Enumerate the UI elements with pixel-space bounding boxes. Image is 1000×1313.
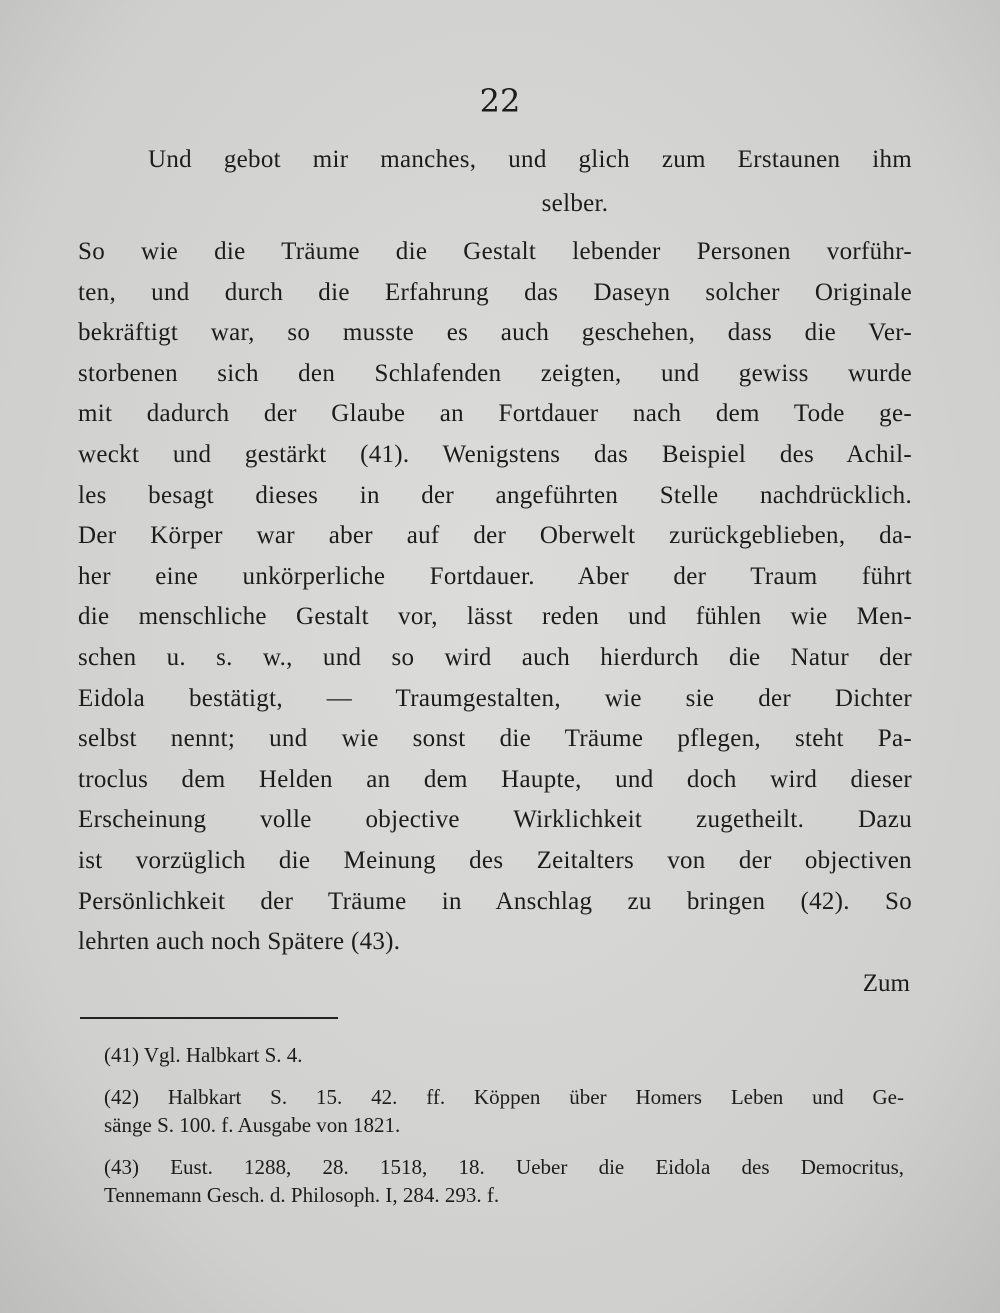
body-line: Erscheinung volle objective Wirklichkeit zugetheilt. Dazu <box>78 806 912 834</box>
body-line: schen u. s. w., und so wird auch hierdurch die Natur der <box>78 644 912 671</box>
body-line: bekräftigt war, so musste es auch geschehen, dass die Ver- <box>78 319 912 347</box>
verse-line: Und gebot mir manches, und glich zum Erstaunen ihm <box>148 146 912 173</box>
body-line: her eine unkörperliche Fortdauer. Aber der Traum führt <box>78 562 912 590</box>
body-line: selbst nennt; und wie sonst die Träume pflegen, steht Pa- <box>78 725 912 753</box>
body-line: Der Körper war aber auf der Oberwelt zurückgeblieben, da- <box>78 522 912 550</box>
catchword: Zum <box>862 970 910 997</box>
body-line: die menschliche Gestalt vor, lässt reden und fühlen wie Men- <box>78 603 912 631</box>
body-line: Persönlichkeit der Träume in Anschlag zu bringen (42). So <box>78 887 912 915</box>
body-line: mit dadurch der Glaube an Fortdauer nach dem Tode ge- <box>78 400 912 428</box>
body-line: So wie die Träume die Gestalt lebender Personen vorführ- <box>78 238 912 265</box>
body-line: weckt und gestärkt (41). Wenigstens das Beispiel des Achil- <box>78 441 912 468</box>
footnote: (41) Vgl. Halbkart S. 4. <box>104 1043 303 1067</box>
footnote-continuation: Tennemann Gesch. d. Philosoph. I, 284. 293. f. <box>104 1183 500 1207</box>
footnote-rule <box>80 1017 338 1019</box>
footnote: (43) Eust. 1288, 28. 1518, 18. Ueber die Eidola des Democritus, <box>104 1155 904 1179</box>
page-number: 22 <box>479 82 521 120</box>
body-line: les besagt dieses in der angeführten Stelle nachdrücklich. <box>78 481 912 509</box>
verse-line: selber. <box>541 190 609 217</box>
body-line: ist vorzüglich die Meinung des Zeitalters von der objectiven <box>78 847 912 874</box>
body-line: storbenen sich den Schlafenden zeigten, und gewiss wurde <box>78 359 912 387</box>
body-line: troclus dem Helden an dem Haupte, und doch wird dieser <box>78 765 912 793</box>
footnote: (42) Halbkart S. 15. 42. ff. Köppen über Homers Leben und Ge- <box>104 1085 904 1109</box>
body-line: lehrten auch noch Spätere (43). <box>78 928 401 956</box>
footnote-continuation: sänge S. 100. f. Ausgabe von 1821. <box>104 1113 401 1137</box>
body-line: Eidola bestätigt, — Traumgestalten, wie sie der Dichter <box>78 684 912 712</box>
body-line: ten, und durch die Erfahrung das Daseyn solcher Originale <box>78 278 912 306</box>
